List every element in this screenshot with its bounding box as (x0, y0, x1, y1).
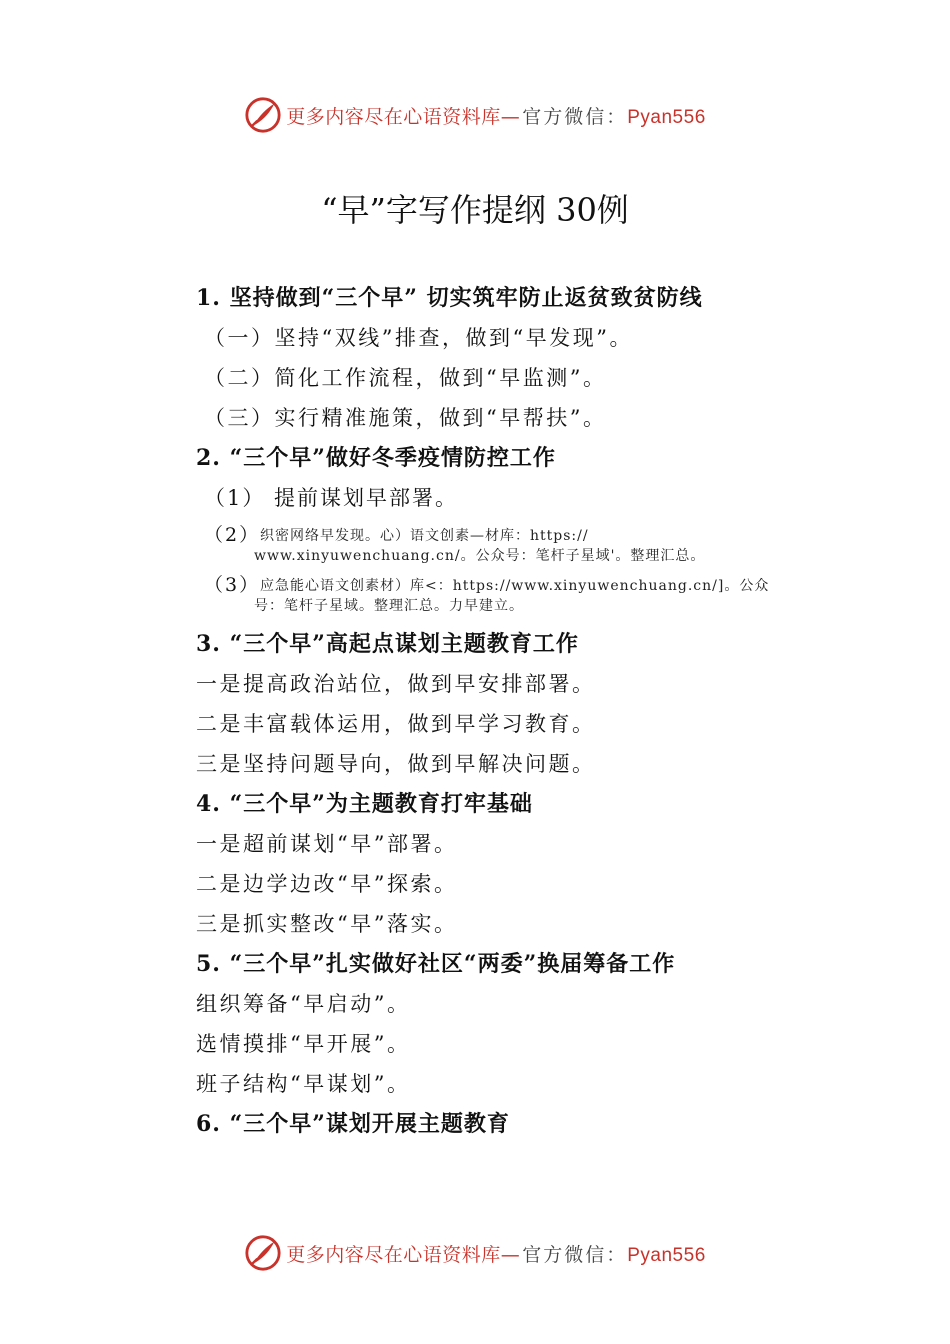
item-text: 织密网络早发现。心）语文创素—材库：https:// www.xinyuwenchuang.cn/。公众号：笔杆子星域'。整理汇总。 (254, 528, 706, 564)
list-item: （三）实行精准施策，做到“早帮扶”。 (204, 406, 607, 430)
page-title: “早”字写作提纲 30例 (321, 191, 629, 229)
watermark-banner-top (0, 95, 950, 135)
watermark-banner-bottom (0, 1233, 950, 1273)
banner-text: 更多内容尽在心语资料库— 官方微信：Pyan556 (286, 105, 706, 128)
item-text: 应急能心语文创素材）库<：https://www.xinyuwenchuang.cn/]。公众 号：笔杆子星域。整理汇总。力早建立。 (254, 578, 770, 614)
list-item: （一）坚持“双线”排查，做到“早发现”。 (204, 326, 633, 350)
list-item: （1） 提前谋划早部署。 (204, 486, 459, 510)
list-item: 二是边学边改“早”探索。 (196, 872, 458, 896)
list-item: 选情摸排“早开展”。 (196, 1032, 411, 1056)
banner-text: 更多内容尽在心语资料库— 官方微信：Pyan556 (286, 1243, 706, 1266)
list-item: （二）简化工作流程，做到“早监测”。 (204, 366, 607, 390)
list-item (204, 524, 816, 566)
section-heading: 1. 坚持做到“三个早” 切实筑牢防止返贫致贫防线 (196, 285, 703, 311)
section-heading: 5. “三个早”扎实做好社区“两委”换届筹备工作 (196, 951, 676, 977)
quill-logo-icon (244, 1234, 282, 1272)
section-heading: 6. “三个早”谋划开展主题教育 (196, 1111, 510, 1137)
list-item: 二是丰富载体运用，做到早学习教育。 (196, 712, 596, 736)
section-heading: 4. “三个早”为主题教育打牢基础 (196, 791, 533, 817)
section-heading: 2. “三个早”做好冬季疫情防控工作 (196, 445, 556, 471)
quill-logo-icon (244, 96, 282, 134)
list-item: 三是抓实整改“早”落实。 (196, 912, 458, 936)
section-heading: 3. “三个早”高起点谋划主题教育工作 (196, 631, 579, 657)
item-number: （3） (204, 574, 261, 596)
item-number: （2） (204, 524, 261, 546)
list-item (204, 574, 816, 616)
list-item: 班子结构“早谋划”。 (196, 1072, 411, 1096)
list-item: 一是超前谋划“早”部署。 (196, 832, 458, 856)
list-item: 一是提高政治站位，做到早安排部署。 (196, 672, 596, 696)
list-item: 三是坚持问题导向，做到早解决问题。 (196, 752, 596, 776)
list-item: 组织筹备“早启动”。 (196, 992, 411, 1016)
document-body (196, 278, 816, 1144)
